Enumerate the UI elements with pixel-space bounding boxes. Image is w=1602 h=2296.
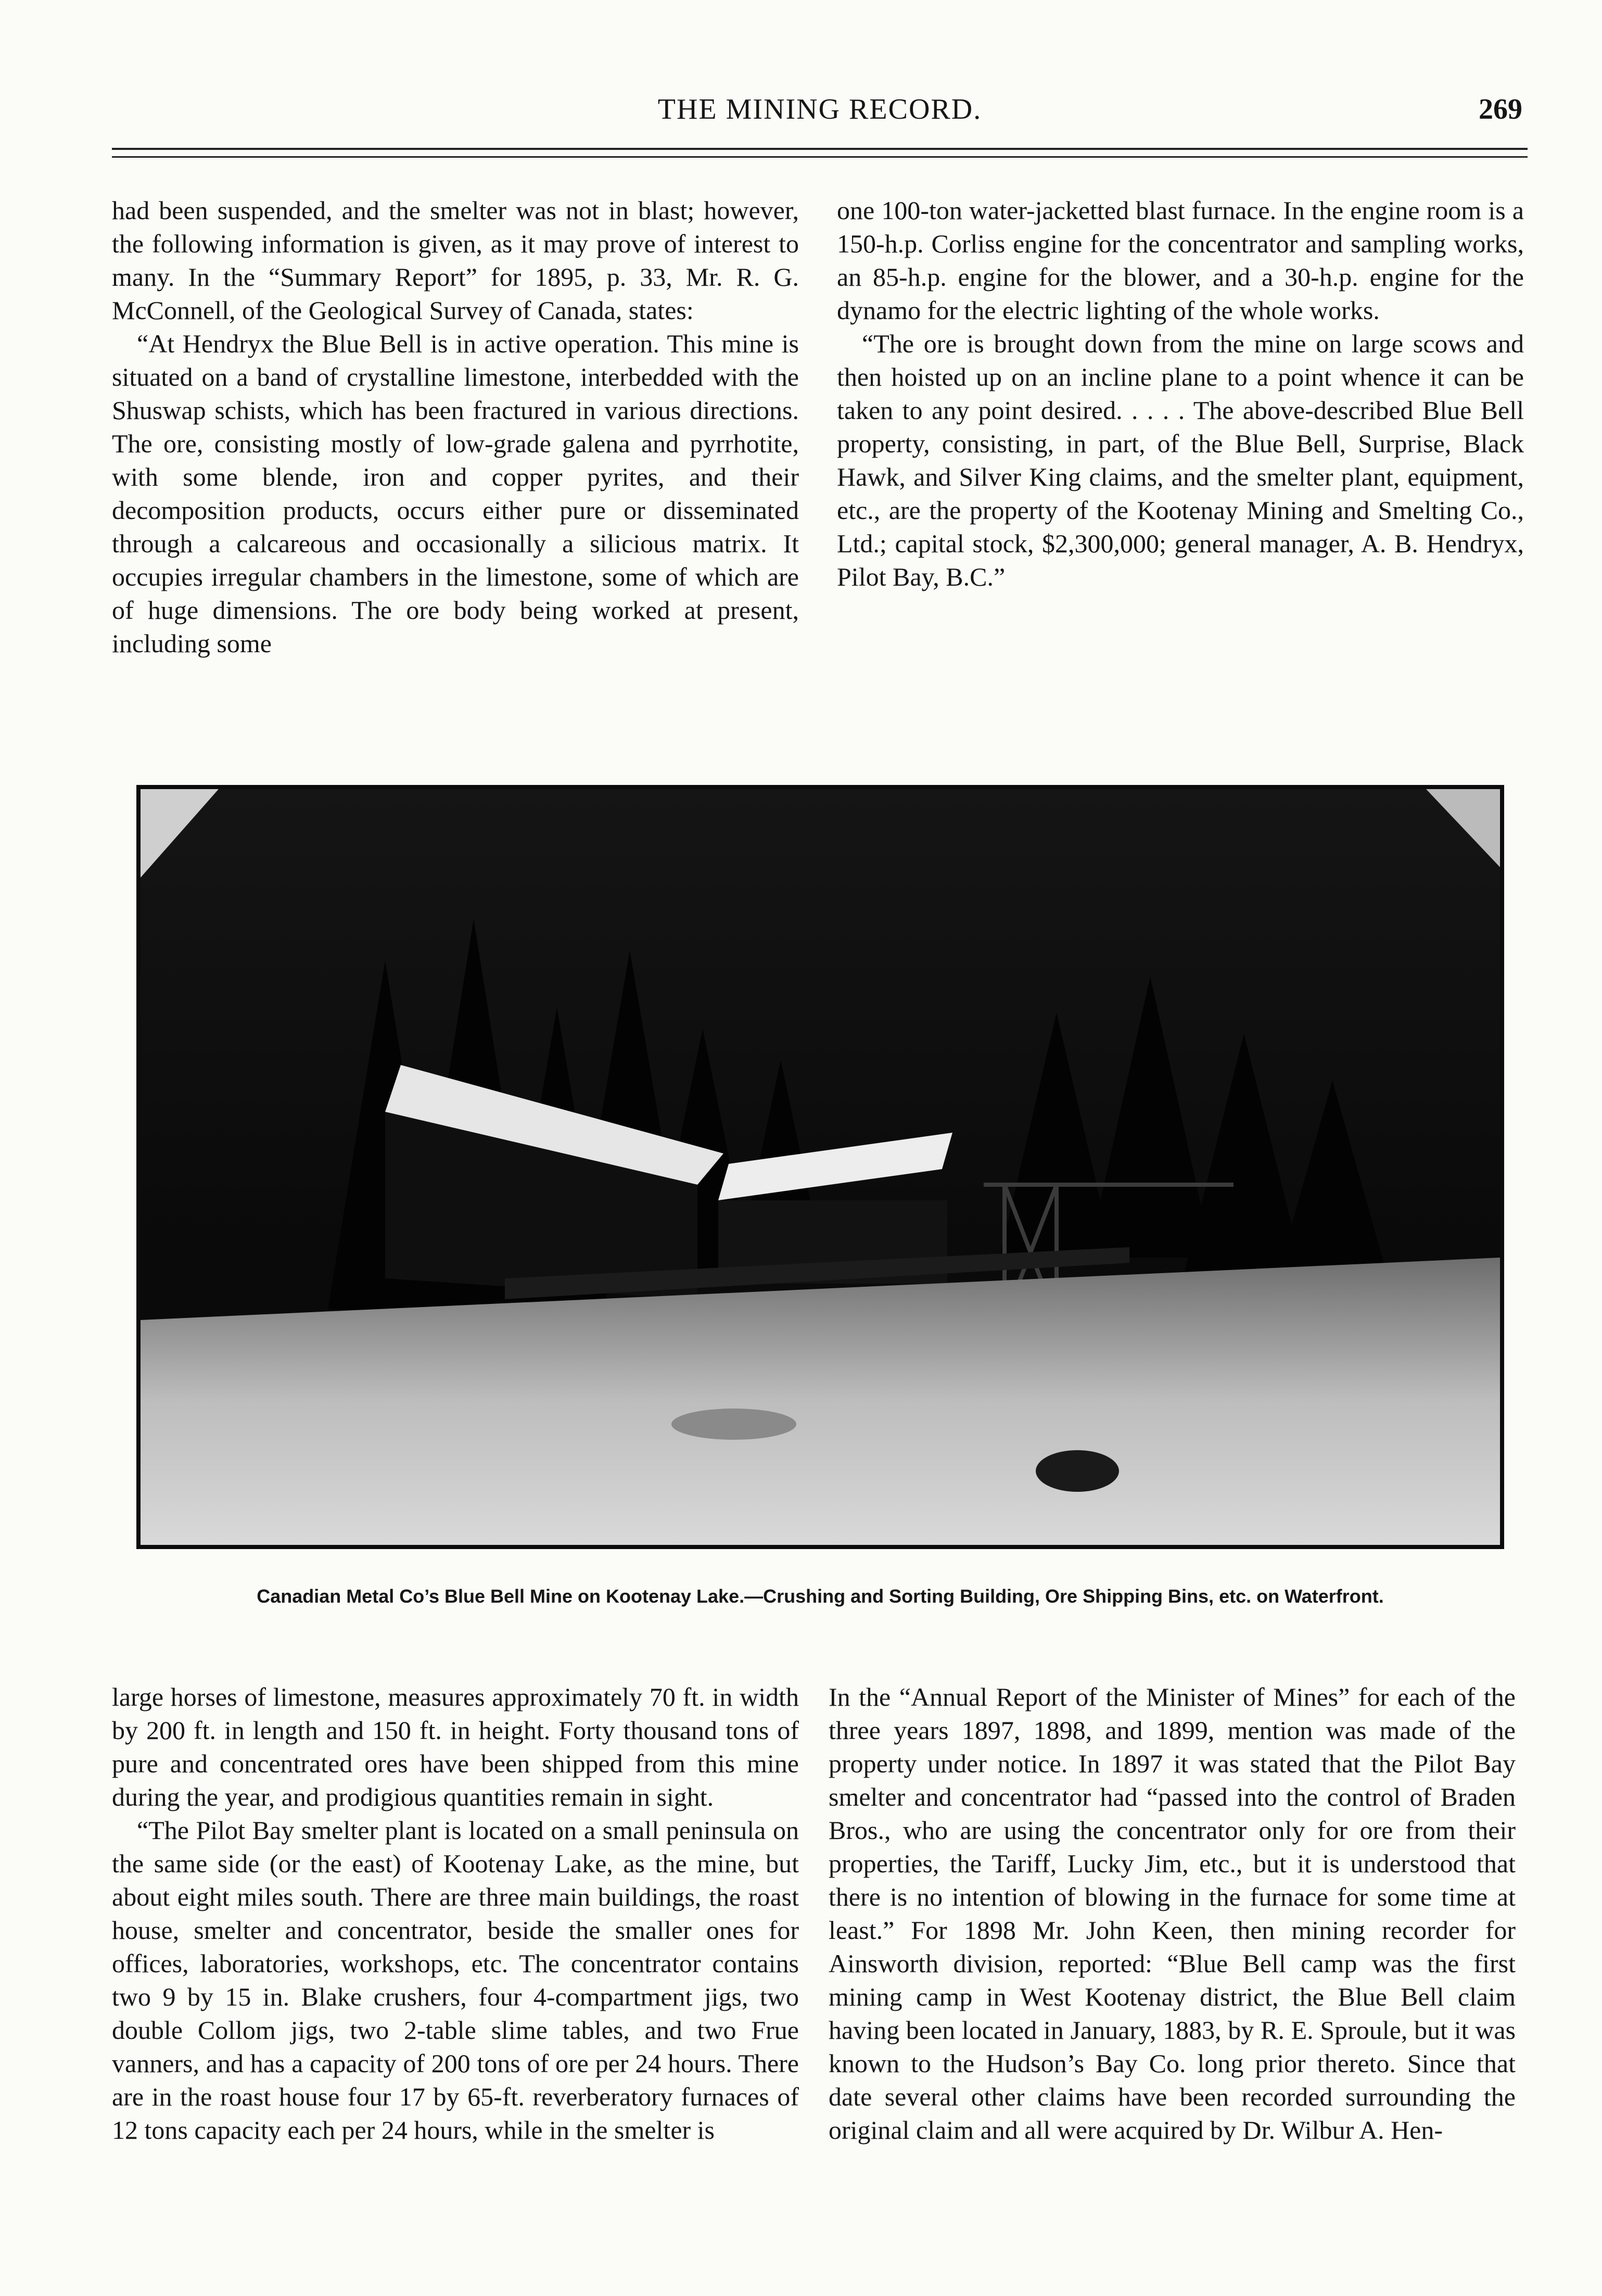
column-top-right bbox=[837, 194, 1524, 593]
figure-caption: Canadian Metal Co’s Blue Bell Mine on Kootenay Lake.—Crushing and Sorting Building, Ore Shipping Bins, etc. on Waterfront. bbox=[257, 1585, 1384, 1607]
snow-shadow bbox=[671, 1409, 796, 1440]
paragraph: “At Hendryx the Blue Bell is in active operation. This mine is situated on a band of crystalline limestone, interbedded with the Shuswap schists, which has been fractured in various directions. The ore, consisting mostly of low-grade galena and pyrrhotite, with some blende, iron and copper pyrites, and their decomposition products, occurs either pure or disseminated through a calcareous and occasionally a silicious matrix. It occupies irregular chambers in the limestone, some of which are of huge dimensions. The ore body being worked at present, including some bbox=[112, 329, 799, 658]
column-top-left bbox=[112, 194, 799, 660]
paragraph: “The Pilot Bay smelter plant is located on a small peninsula on the same side (or the east) of Kootenay Lake, as the mine, but about eight miles south. There are three main buildings, the roast house, smelter and concentrator, beside the smaller ones for offices, laboratories, workshops, etc. The concentrator contains two 9 by 15 in. Blake crushers, four 4-compartment jigs, two double Collom jigs, two 2-table slime tables, and two Frue vanners, and has a capacity of 200 tons of ore per 24 hours. There are in the roast house four 17 by 65-ft. reverberatory furnaces of 12 tons capacity each per 24 hours, while in the smelter is bbox=[112, 1816, 799, 2145]
paragraph: “The ore is brought down from the mine on large scows and then hoisted up on an incline plane to a point whence it can be taken to any point desired. . . . . The above-described Blue Bell property, consisting, in part, of the Blue Bell, Surprise, Black Hawk, and Silver King claims, and the smelter plant, equipment, etc., are the property of the Kootenay Mining and Smelting Co., Ltd.; capital stock, $2,300,000; general manager, A. B. Hendryx, Pilot Bay, B.C.” bbox=[837, 329, 1524, 591]
rock bbox=[1036, 1450, 1119, 1492]
paragraph: one 100-ton water-jacketted blast furnace. In the engine room is a 150-h.p. Corliss engine for the concentrator and sampling works, an 85-h.p. engine for the blower, and a 30-h.p. engine for the dynamo for the electric lighting of the whole works. bbox=[837, 196, 1524, 325]
page-header bbox=[112, 93, 1528, 134]
column-bottom-right bbox=[829, 1680, 1516, 2147]
header-rule-bottom bbox=[112, 156, 1528, 158]
mine-photograph bbox=[136, 785, 1504, 1549]
paragraph: In the “Annual Report of the Minister of Mines” for each of the three years 1897, 1898, and 1899, mention was made of the property under notice. In 1897 it was stated that the Pilot Bay smelter and concentrator had “passed into the control of Braden Bros., who are using the concentrator only for ore from their properties, the Tariff, Lucky Jim, etc., but it is understood that there is no intention of blowing in the furnace for some time at least.” For 1898 Mr. John Keen, then mining recorder for Ainsworth division, reported: “Blue Bell camp was the first mining camp in West Kootenay district, the Blue Bell claim having been located in January, 1883, by R. E. Sproule, but it was known to the Hudson’s Bay Co. long prior thereto. Since that date several other claims have been recorded surrounding the original claim and all were acquired by Dr. Wilbur A. Hen- bbox=[829, 1682, 1516, 2145]
photo-scene bbox=[141, 789, 1500, 1545]
running-title: THE MINING RECORD. bbox=[657, 93, 982, 125]
page-number: 269 bbox=[1479, 93, 1522, 125]
paragraph: large horses of limestone, measures approximately 70 ft. in width by 200 ft. in length and 150 ft. in height. Forty thousand tons of pure and concentrated ores have been shipped from this mine during the year, and prodigious quantities remain in sight. bbox=[112, 1682, 799, 1811]
header-rule-top bbox=[112, 148, 1528, 150]
column-bottom-left bbox=[112, 1680, 799, 2147]
paragraph: had been suspended, and the smelter was not in blast; however, the following information is given, as it may prove of interest to many. In the “Summary Report” for 1895, p. 33, Mr. R. G. McConnell, of the Geological Survey of Canada, states: bbox=[112, 196, 799, 325]
